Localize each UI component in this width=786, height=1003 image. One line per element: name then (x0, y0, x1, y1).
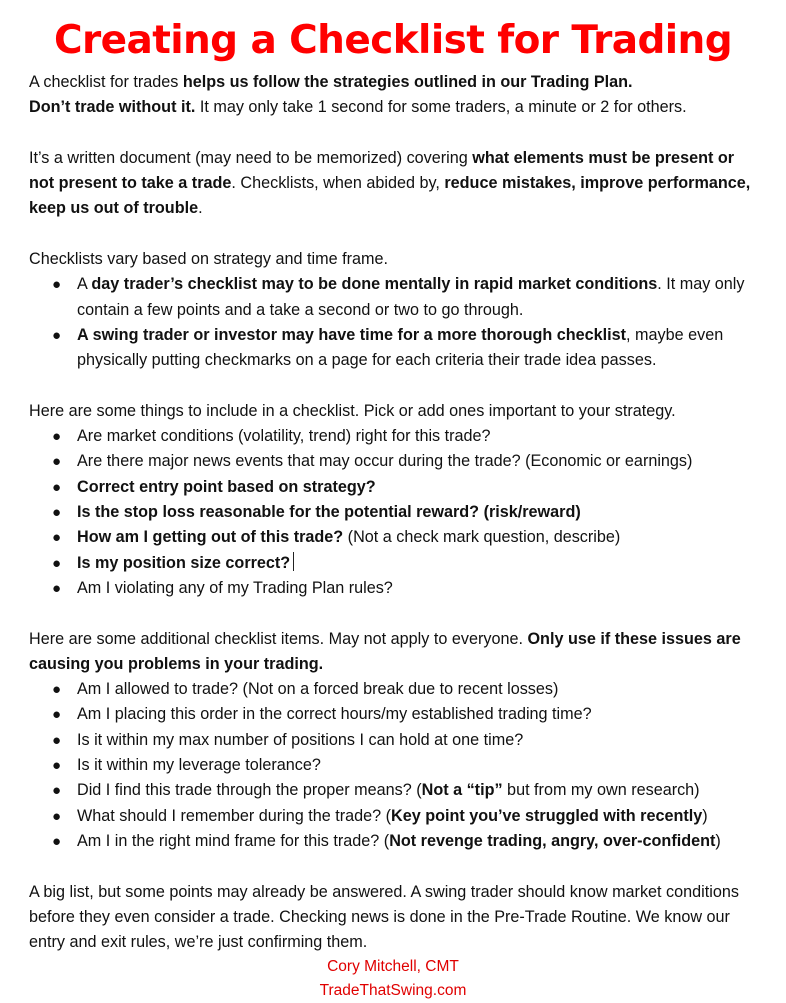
definition-paragraph (29, 146, 754, 222)
list-item: ● Am I in the right mind frame for this trade? (Not revenge trading, angry, over-confident) (29, 829, 769, 854)
vary-list (29, 272, 769, 373)
list-item: ● Are market conditions (volatility, trend) right for this trade? (29, 424, 769, 449)
bullet-icon: ● (52, 504, 62, 522)
bullet-icon: ● (52, 832, 62, 850)
things-list (29, 424, 769, 601)
bullet-icon: ● (52, 579, 62, 597)
bullet-icon: ● (52, 326, 62, 344)
list-item: ● What should I remember during the trade? (Key point you’ve struggled with recently) (29, 804, 769, 829)
list-item: ● Are there major news events that may occur during the trade? (Economic or earnings) (29, 449, 769, 474)
list-item: ● Correct entry point based on strategy? (29, 475, 769, 500)
bullet-icon: ● (52, 529, 62, 547)
list-item: ● Is it within my leverage tolerance? (29, 753, 769, 778)
bullet-icon: ● (52, 276, 62, 294)
list-item: ● A swing trader or investor may have time for a more thorough checklist, maybe even physically putting checkmarks on a page for each criteria their trade idea passes. (29, 323, 769, 374)
list-item: ● Is the stop loss reasonable for the potential reward? (risk/reward) (29, 500, 769, 525)
definition-text-2: . Checklists, when abided by, (231, 174, 445, 193)
vary-heading: Checklists vary based on strategy and time frame. (29, 250, 388, 269)
bullet-icon: ● (52, 428, 62, 446)
text-cursor (293, 552, 294, 571)
list-item: ● Did I find this trade through the proper means? (Not a “tip” but from my own research) (29, 778, 769, 803)
definition-emphasis-2: reduce mistakes, improve performance, keep us out of trouble (29, 174, 751, 218)
bullet-icon: ● (52, 782, 62, 800)
additional-list (29, 677, 769, 854)
list-item: ● Is it within my max number of positions I can hold at one time? (29, 728, 769, 753)
bullet-icon: ● (52, 706, 62, 724)
list-item: ● How am I getting out of this trade? (Not a check mark question, describe) (29, 525, 769, 550)
intro-text-2: It may only take 1 second for some traders, a minute or 2 for others. (195, 98, 687, 117)
bullet-icon: ● (52, 453, 62, 471)
signature-name: Cory Mitchell, CMT (327, 958, 459, 976)
things-heading: Here are some things to include in a checklist. Pick or add ones important to your strategy. (29, 401, 676, 420)
page-title: Creating a Checklist for Trading (53, 18, 733, 63)
document-page (29, 12, 769, 1003)
bullet-icon: ● (52, 807, 62, 825)
bullet-icon: ● (52, 478, 62, 496)
bullet-icon: ● (52, 681, 62, 699)
definition-text-3: . (198, 199, 203, 218)
list-item: ● A day trader’s checklist may to be done mentally in rapid market conditions. It may only contain a few points and a take a second or two to go through. (29, 272, 769, 323)
definition-emphasis-1: what elements must be present or not present to take a trade (29, 148, 735, 193)
intro-paragraph (29, 70, 769, 121)
list-item: ● Am I violating any of my Trading Plan rules? (29, 576, 769, 601)
intro-emphasis: helps us follow the strategies outlined in our Trading Plan. (182, 73, 633, 91)
list-item[interactable]: ● Is my position size correct? (29, 551, 769, 576)
bullet-icon: ● (52, 554, 62, 572)
signature-site: TradeThatSwing.com (319, 982, 467, 1000)
definition-text-1: It’s a written document (may need to be memorized) covering (29, 148, 473, 167)
intro-text: A checklist for trades (29, 73, 183, 91)
list-item: ● Am I allowed to trade? (Not on a forced break due to recent losses) (29, 677, 769, 702)
bullet-icon: ● (52, 757, 62, 775)
list-item: ● Am I placing this order in the correct hours/my established trading time? (29, 702, 769, 727)
bullet-icon: ● (52, 731, 62, 749)
closing-paragraph: A big list, but some points may already be answered. A swing trader should know market conditions before they even consider a trade. Checking news is done in the Pre-Trade Routine. We know our entry and exit rules, we’re just confirming them. (29, 882, 739, 952)
intro-warning: Don’t trade without it. (29, 98, 196, 117)
additional-heading: Here are some additional checklist items. May not apply to everyone. Only use if these issues are causing you problems in your trading. (29, 629, 741, 673)
